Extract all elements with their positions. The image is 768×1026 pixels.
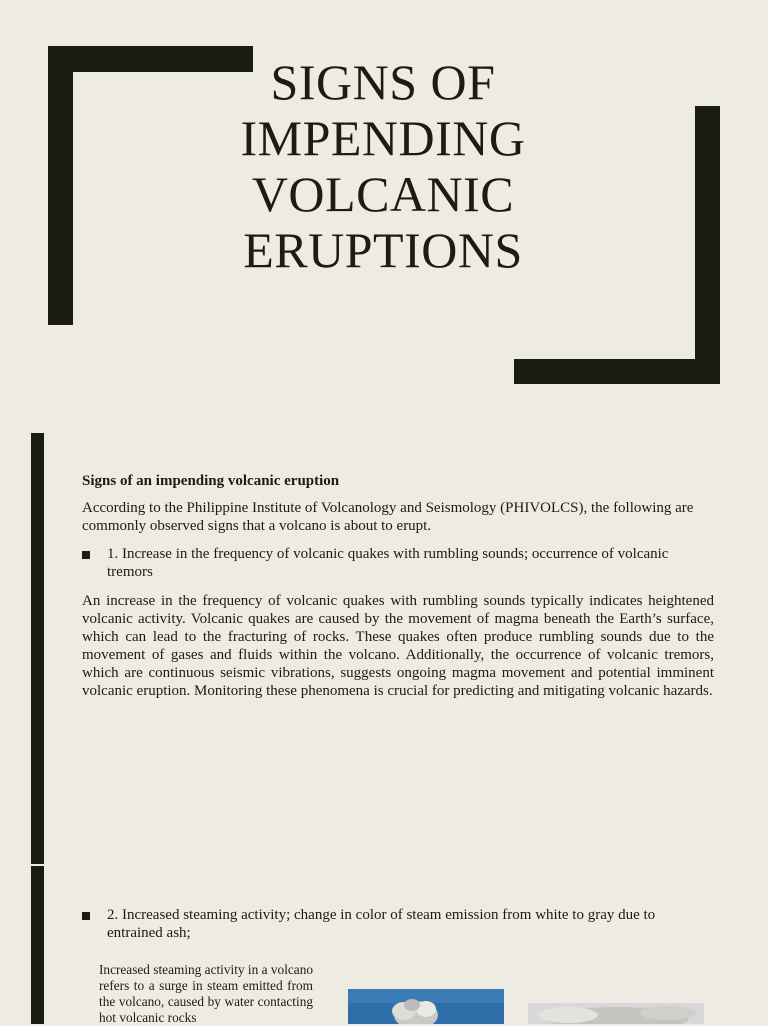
body-paragraph-1: An increase in the frequency of volcanic quakes with rumbling sounds typically indicates heightened volcanic activity. Volcanic quakes are caused by the movement of magma beneath the Earth’s surface, which can lead to the fracturing of rocks. These quakes often produce rumbling sounds due to the movement of gases and fluids within the volcano. Additionally, the occurrence of volcanic tremors, which are continuous seismic vibrations, suggests ongoing magma movement and potential imminent volcanic eruption. Monitoring these phenomena is crucial for predicting and mitigating volcanic hazards. <box>82 593 714 699</box>
bracket-top-left-vertical <box>48 46 73 325</box>
section-heading: Signs of an impending volcanic eruption <box>82 473 340 489</box>
title-line-4: ERUPTIONS <box>243 222 523 278</box>
square-bullet-icon <box>82 912 90 920</box>
bullet-item-1 <box>82 545 714 581</box>
bullet-item-2 <box>82 906 714 942</box>
slide3-left-accent-bar <box>31 866 44 1024</box>
bracket-bottom-right-horizontal <box>514 359 720 384</box>
intro-paragraph: According to the Philippine Institute of Volcanology and Seismology (PHIVOLCS), the following are commonly observed signs that a volcano is about to erupt. <box>82 500 694 534</box>
title-line-3: VOLCANIC <box>251 166 515 222</box>
slide-title <box>150 54 616 278</box>
volcano-steam-photo-2 <box>528 1003 704 1024</box>
volcano-steam-photo-1 <box>348 989 504 1024</box>
title-line-2: IMPENDING <box>240 110 526 166</box>
body-paragraph-2: Increased steaming activity in a volcano refers to a surge in steam emitted from the volcano, caused by water contacting hot volcanic rocks <box>99 962 313 1025</box>
slide2-left-accent-bar <box>31 433 44 864</box>
bullet-2-text: 2. Increased steaming activity; change in color of steam emission from white to gray due to entrained ash; <box>107 907 656 941</box>
bracket-bottom-right-vertical <box>695 106 720 384</box>
title-line-1: SIGNS OF <box>270 54 496 110</box>
bullet-1-text: 1. Increase in the frequency of volcanic quakes with rumbling sounds; occurrence of volcanic tremors <box>107 546 669 580</box>
square-bullet-icon <box>82 551 90 559</box>
